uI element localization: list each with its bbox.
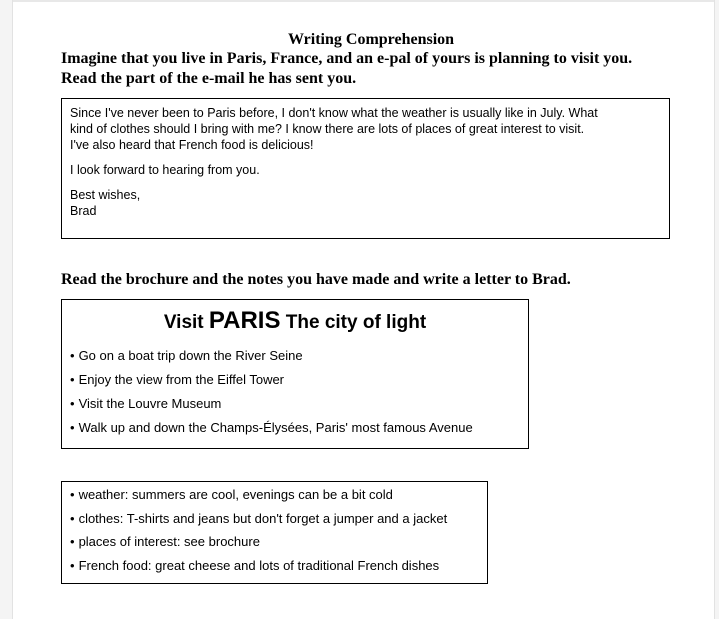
page-top-rule	[0, 0, 719, 2]
page-right-margin	[714, 0, 719, 619]
brochure-list	[70, 344, 520, 440]
bullet-icon: •	[70, 487, 75, 502]
note-item	[70, 530, 479, 554]
notes-box	[61, 481, 488, 584]
email-closing: I look forward to hearing from you.	[70, 163, 260, 177]
note-item-text: French food: great cheese and lots of traditional French dishes	[78, 557, 440, 573]
brochure-title-tagline: The city of light	[285, 312, 427, 333]
brochure-item-text: Visit the Louvre Museum	[78, 396, 222, 411]
brochure-item	[70, 416, 520, 440]
note-item-text: clothes: T-shirts and jeans but don't forget a jumper and a jacket	[78, 510, 448, 526]
note-item	[70, 483, 479, 507]
brochure-item	[70, 344, 520, 368]
brochure-item-text: Enjoy the view from the Eiffel Tower	[78, 372, 285, 387]
page-title: Writing Comprehension	[287, 31, 455, 48]
note-item-text: weather: summers are cool, evenings can be a bit cold	[78, 487, 393, 502]
instruction-read-email: Read the part of the e-mail he has sent you.	[61, 70, 357, 87]
bullet-icon: •	[70, 420, 75, 435]
email-excerpt-box	[61, 98, 670, 239]
brochure-item	[70, 392, 520, 416]
instruction-write-letter: Read the brochure and the notes you have made and write a letter to Brad.	[61, 271, 571, 288]
bullet-icon: •	[70, 534, 75, 549]
instruction-imagine: Imagine that you live in Paris, France, and an e-pal of yours is planning to visit you.	[61, 50, 633, 67]
bullet-icon: •	[70, 396, 75, 411]
note-item-text: places of interest: see brochure	[78, 534, 260, 549]
email-line: kind of clothes should I bring with me? I know there are lots of places of great interest to visit.	[70, 122, 585, 136]
brochure-item-text: Walk up and down the Champs-Élysées, Paris' most famous Avenue	[78, 420, 473, 435]
bullet-icon: •	[70, 510, 75, 526]
bullet-icon: •	[70, 372, 75, 387]
bullet-icon: •	[70, 348, 75, 363]
page-left-margin	[0, 0, 13, 619]
notes-list	[70, 483, 479, 577]
brochure-item-text: Go on a boat trip down the River Seine	[78, 348, 303, 363]
brochure-title	[70, 309, 520, 335]
email-sender-name: Brad	[70, 204, 97, 218]
brochure-box	[61, 299, 529, 449]
note-item	[70, 507, 479, 531]
brochure-item	[70, 368, 520, 392]
note-item	[70, 554, 479, 578]
email-line: Since I've never been to Paris before, I don't know what the weather is usually like in July. What	[70, 106, 598, 120]
brochure-title-visit: Visit	[163, 312, 204, 333]
email-signoff: Best wishes,	[70, 188, 141, 202]
brochure-title-paris: PARIS	[208, 307, 281, 334]
email-line: I've also heard that French food is delicious!	[70, 138, 314, 152]
bullet-icon: •	[70, 557, 75, 573]
